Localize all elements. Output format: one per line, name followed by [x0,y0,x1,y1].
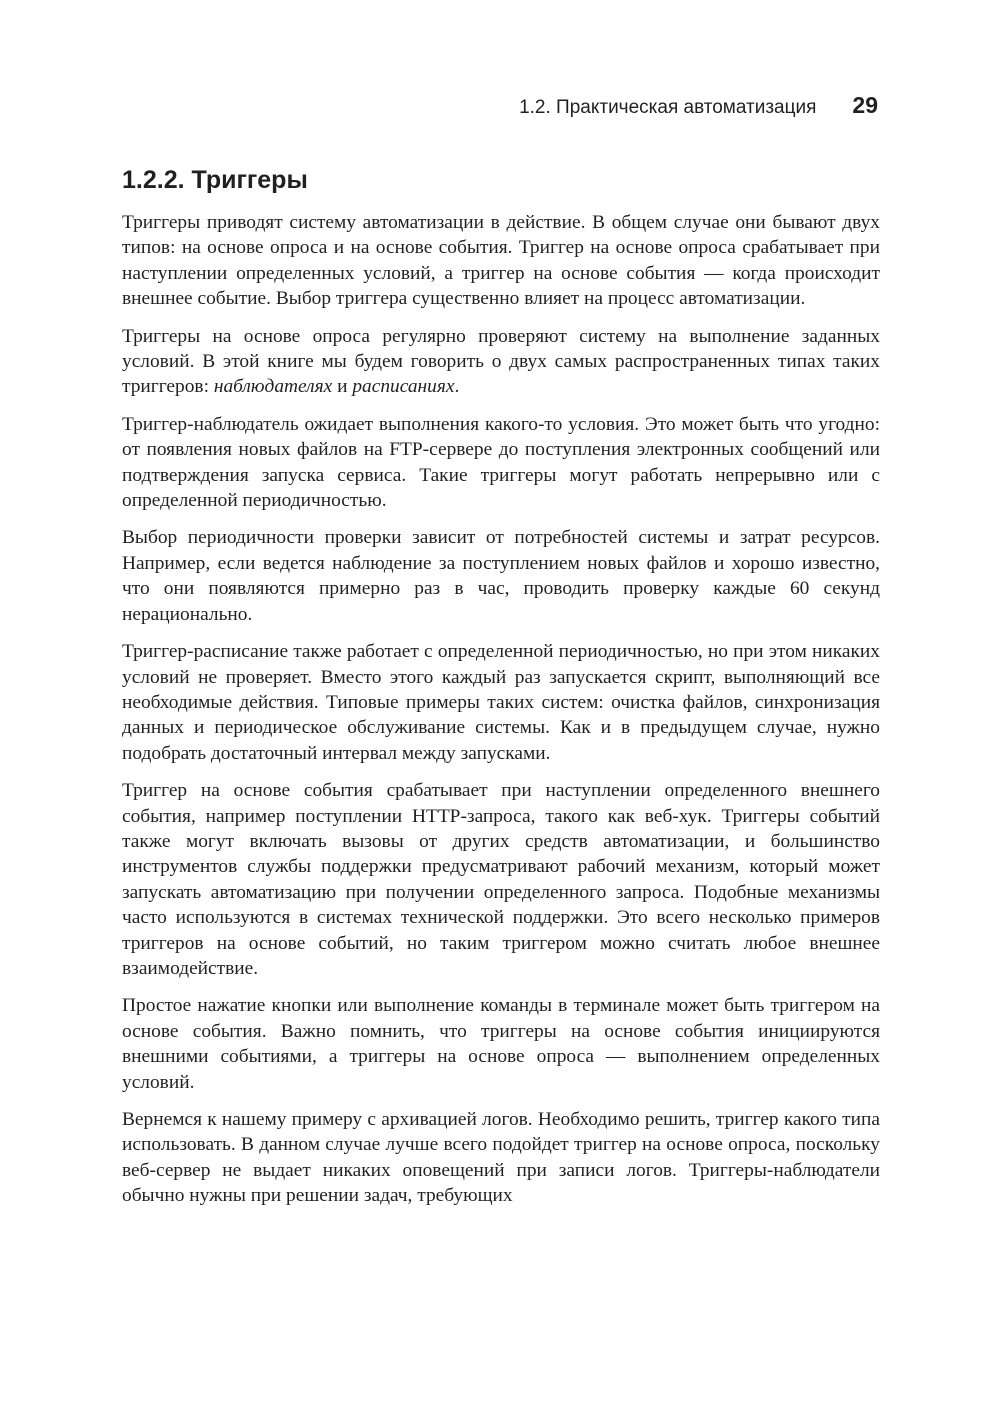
paragraph-2 [122,324,880,400]
paragraph-6: Триггер на основе события срабатывает при наступлении определенного внешнего события, например поступлении HTTP-запроса, такого как веб-хук. Триггеры событий также могут включать вызовы от других средств автоматизации, и большинство инструментов службы поддержки предусматривают рабочий механизм, который может запускать автоматизацию при получении определенного запроса. Подобные механизмы часто используются в системах технической поддержки. Это всего несколько примеров триггеров на основе событий, но таким триггером можно считать любое внешнее взаимодействие. [122,780,880,979]
emphasis-schedules: расписаниях [352,376,455,398]
running-header [122,92,878,119]
paragraph-1: Триггеры приводят систему автоматизации в действие. В общем случае они бывают двух типов: на основе опроса и на основе события. Триггер на основе опроса срабатывает при наступлении определенных условий, а триггер на основе события — когда происходит внешнее событие. Выбор триггера существенно влияет на процесс автоматизации. [122,212,880,310]
paragraph-5: Триггер-расписание также работает с определенной периодичностью, но при этом никаких условий не проверяет. Вместо этого каждый раз запускается скрипт, выполняющий все необходимые действия. Типовые примеры таких систем: очистка файлов, синхронизация данных и периодическое обслуживание системы. Как и в предыдущем случае, нужно подобрать достаточный интервал между запусками. [122,641,880,764]
section-heading: 1.2.2. Триггеры [122,166,308,194]
paragraph-2-text-after: . [454,376,460,398]
emphasis-observers: наблюдателях [213,376,333,398]
paragraph-4: Выбор периодичности проверки зависит от потребностей системы и затрат ресурсов. Например, если ведется наблюдение за поступлением новых файлов и хорошо известно, что они появляются примерно раз в час, проводить проверку каждые 60 секунд нерационально. [122,527,880,625]
paragraph-3: Триггер-наблюдатель ожидает выполнения какого-то условия. Это может быть что угодно: от появления новых файлов на FTP-сервере до поступления электронных сообщений или подтверждения запуска сервиса. Такие триггеры могут работать непрерывно или с определенной периодичностью. [122,413,880,512]
page-number: 29 [852,92,878,118]
paragraph-7: Простое нажатие кнопки или выполнение команды в терминале может быть триггером на основе события. Важно помнить, что триггеры на основе события инициируются внешними событиями, а триггеры на основе опроса — выполнением определенных условий. [122,995,880,1093]
body-text [122,210,880,1221]
paragraph-2-text-mid: и [332,376,353,398]
paragraph-2-text-before: Триггеры на основе опроса регулярно проверяют систему на выполнение заданных условий. В этой книге мы будем говорить о двух самых распространенных типах таких триггеров: [122,325,880,398]
paragraph-8: Вернемся к нашему примеру с архивацией логов. Необходимо решить, триггер какого типа использовать. В данном случае лучше всего подойдет триггер на основе опроса, поскольку веб-сервер не выдает никаких оповещений при записи логов. Триггеры-наблюдатели обычно нужны при решении задач, требующих [122,1109,880,1207]
running-title: 1.2. Практическая автоматизация [519,97,817,118]
